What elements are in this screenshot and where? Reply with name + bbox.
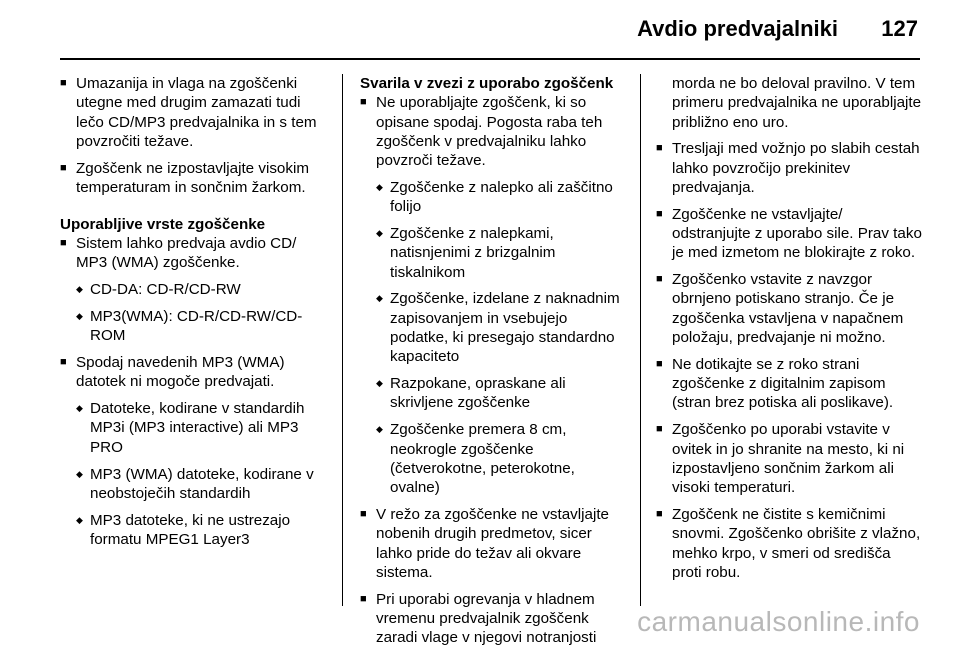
sub-list-item: ◆ Zgoščenke premera 8 cm, neokrogle zgoščenke (četverokotne, peterokotne, ovalne) [360,420,626,497]
list-item: ■ Pri uporabi ogrevanja v hladnem vremenu predvajalnik zgoščenk zaradi vlage v njegovi notranjosti [360,590,626,648]
list-item: ■ Zgoščenke ne vstavljajte/ odstranjujte z uporabo sile. Prav tako je med izmetom ne blokirajte z roko. [656,205,924,263]
list-item: ■ Zgoščenko vstavite z navzgor obrnjeno potiskano stranjo. Če je zgoščenka vstavljena v napačnem položaju, predvajanje ni možno. [656,270,924,347]
list-item: ■ Sistem lahko predvaja avdio CD/ MP3 (WMA) zgoščenke. [60,234,326,273]
list-item: ■ V režo za zgoščenke ne vstavljajte nobenih drugih predmetov, sicer lahko pride do težav ali okvare sistema. [360,505,626,582]
list-item: ■ Tresljaji med vožnjo po slabih cestah lahko povzročijo prekinitev predvajanja. [656,139,924,197]
sub-list-item: ◆ Razpokane, opraskane ali skrivljene zgoščenke [360,374,626,413]
sub-list-item: ◆ Datoteke, kodirane v standardih MP3i (MP3 interactive) ali MP3 PRO [60,399,326,457]
continuation-text: morda ne bo deloval pravilno. V tem primeru predvajalnika ne uporabljajte približno eno uro. [672,75,922,131]
sub-list-item: ◆ Zgoščenke z nalepkami, natisnjenimi z brizgalnim tiskalnikom [360,224,626,282]
column-1 [60,74,326,557]
list-item: ■ Ne dotikajte se z roko strani zgoščenke z digitalnim zapisom (stran brez potiska ali poslikave). [656,355,924,413]
column-divider [342,74,343,606]
sub-list-item: ◆ Zgoščenke, izdelane z naknadnim zapisovanjem in vsebujejo podatke, ki presegajo standardno kapaciteto [360,289,626,366]
column-2 [360,74,626,655]
column-3 [656,74,924,590]
watermark: carmanualsonline.info [637,606,920,637]
sub-list-item: ◆ MP3 (WMA) datoteke, kodirane v neobstoječih standardih [60,465,326,504]
list-item: ■ Zgoščenk ne čistite s kemičnimi snovmi. Zgoščenko obrišite z vlažno, mehko krpo, v smeri od središča proti robu. [656,505,924,582]
page-number: 127 [881,16,918,41]
sub-list-item: ◆ MP3(WMA): CD-R/CD-RW/CD-ROM [60,307,326,346]
list-item: ■ Umazanija in vlaga na zgoščenki utegne med drugim zamazati tudi lečo CD/MP3 predvajalnika in s tem povzročiti težave. [60,74,326,151]
header-rule [60,58,920,60]
section-heading: Svarila v zvezi z uporabo zgoščenk [360,75,614,92]
list-item: ■ Zgoščenko po uporabi vstavite v ovitek in jo shranite na mesto, ki ni izpostavljeno sončnim žarkom ali visoki temperaturi. [656,420,924,497]
section-heading: Uporabljive vrste zgoščenke [60,215,266,233]
sub-list-item: ◆ Zgoščenke z nalepko ali zaščitno folijo [360,178,626,217]
sub-list-item: ◆ CD-DA: CD-R/CD-RW [60,280,326,299]
list-item: ■ Spodaj navedenih MP3 (WMA) datotek ni mogoče predvajati. [60,353,326,392]
page-title: Avdio predvajalniki [637,16,838,41]
list-item: ■ Zgoščenk ne izpostavljajte visokim temperaturam in sončnim žarkom. [60,159,326,198]
column-divider [640,74,641,606]
sub-list-item: ◆ MP3 datoteke, ki ne ustrezajo formatu MPEG1 Layer3 [60,511,326,550]
list-item: ■ Ne uporabljajte zgoščenk, ki so opisane spodaj. Pogosta raba teh zgoščenk v predvajalniku lahko povzroči težave. [360,93,626,170]
